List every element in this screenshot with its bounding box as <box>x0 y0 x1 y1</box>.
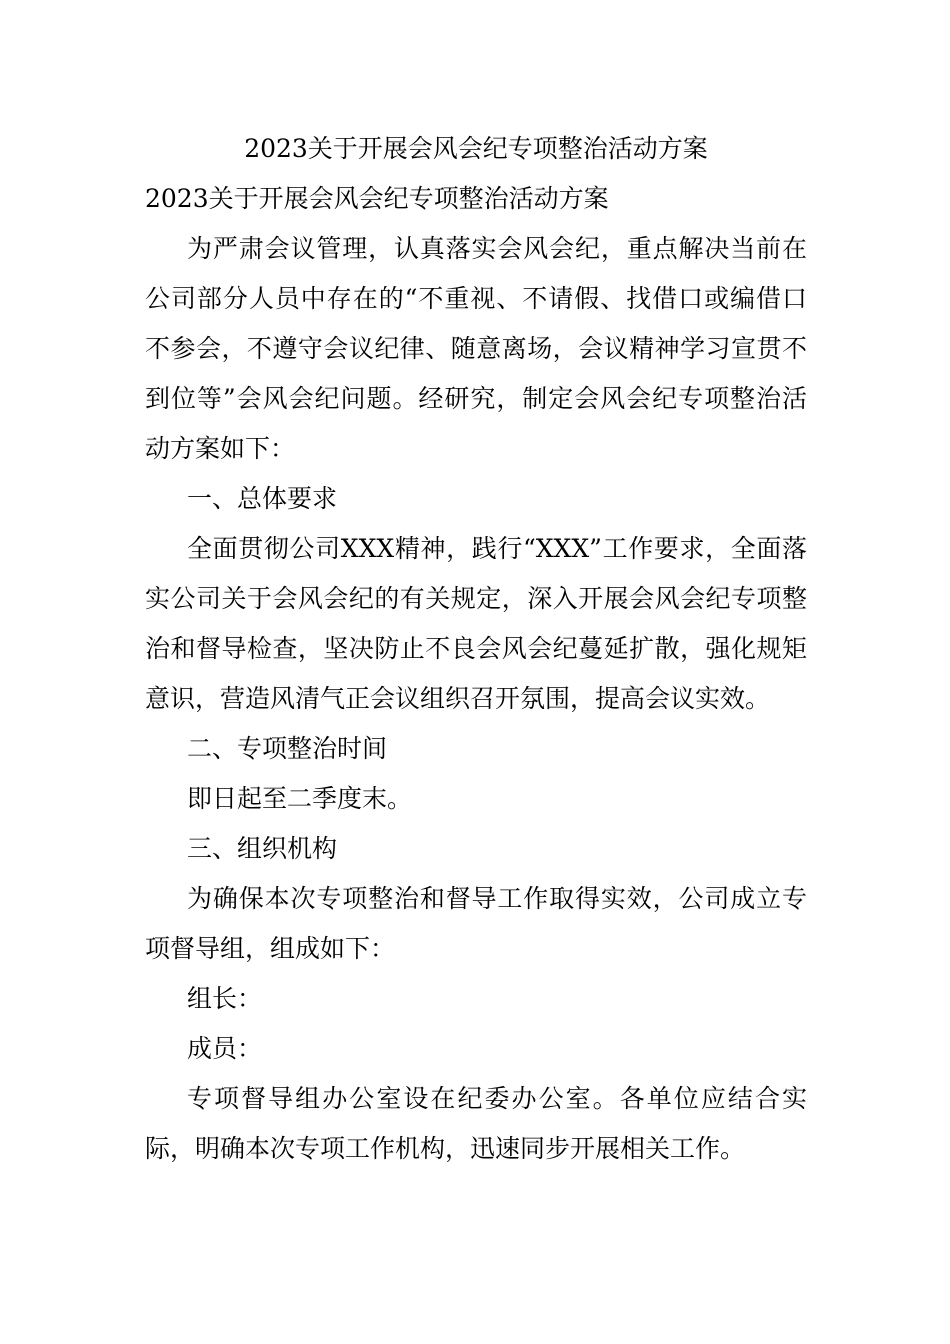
section-heading-general-requirements: 一、总体要求 <box>187 484 338 513</box>
section-heading-time: 二、专项整治时间 <box>187 734 388 763</box>
document-subtitle: 2023关于开展会风会纪专项整治活动方案 <box>145 184 609 213</box>
organization-paragraph: 为确保本次专项整治和督导工作取得实效，公司成立专项督导组，组成如下： <box>145 884 807 963</box>
members-line: 成员： <box>187 1034 263 1063</box>
section-heading-organization: 三、组织机构 <box>187 834 338 863</box>
general-requirements-paragraph: 全面贯彻公司XXX精神，践行“XXX”工作要求，全面落实公司关于会风会纪的有关规定，深入开展会风会纪专项整治和督导检查，坚决防止不良会风会纪蔓延扩散，强化规矩意识，营造风清气正会议组织召开氛围，提高会议实效。 <box>145 534 807 713</box>
leader-line: 组长： <box>187 984 263 1013</box>
document-title: 2023关于开展会风会纪专项整治活动方案 <box>244 134 708 163</box>
document-body <box>145 124 807 1174</box>
time-paragraph: 即日起至二季度末。 <box>187 784 413 813</box>
office-paragraph: 专项督导组办公室设在纪委办公室。各单位应结合实际，明确本次专项工作机构，迅速同步开展相关工作。 <box>145 1084 807 1163</box>
intro-paragraph: 为严肃会议管理，认真落实会风会纪，重点解决当前在公司部分人员中存在的“不重视、不请假、找借口或编借口不参会，不遵守会议纪律、随意离场，会议精神学习宣贯不到位等”会风会纪问题。经研究，制定会风会纪专项整治活动方案如下： <box>145 234 807 463</box>
